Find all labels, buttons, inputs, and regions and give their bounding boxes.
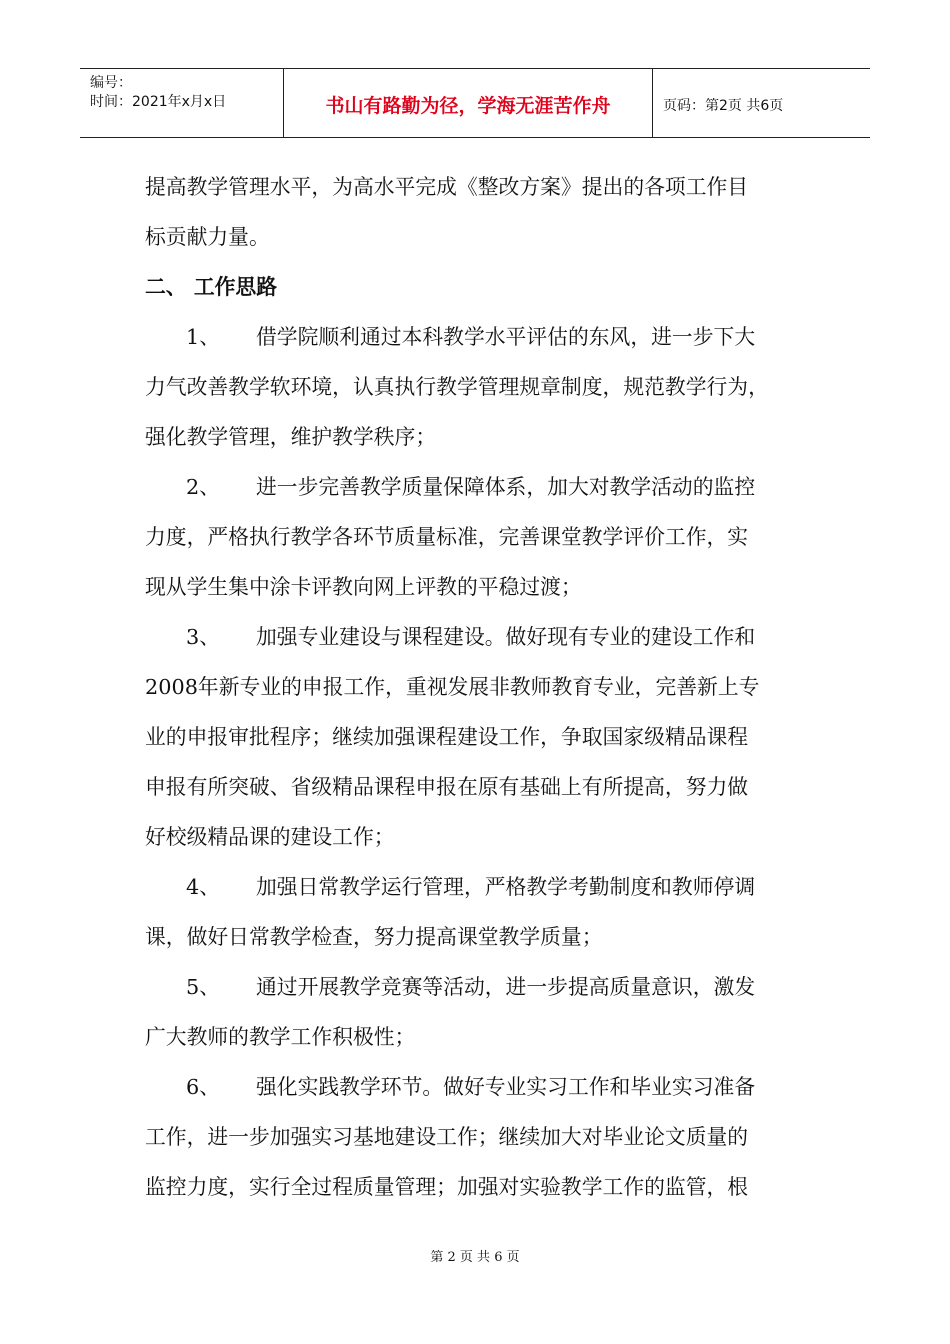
list-item-line: 广大教师的教学工作积极性； xyxy=(145,1025,416,1049)
list-item-line: 申报有所突破、省级精品课程申报在原有基础上有所提高，努力做 xyxy=(145,775,749,799)
date-label: 时间：2021年x月x日 xyxy=(90,94,227,110)
item-text: 强化实践教学环节。做好专业实习工作和毕业实习准备 xyxy=(256,1075,756,1099)
list-item-line: 强化教学管理，维护教学秩序； xyxy=(145,425,437,449)
item-text: 加强日常教学运行管理，严格教学考勤制度和教师停调 xyxy=(256,875,756,899)
header-page-cell xyxy=(653,69,870,137)
item-number: 6、 xyxy=(186,1075,221,1099)
body-line: 提高教学管理水平，为高水平完成《整改方案》提出的各项工作目 xyxy=(145,175,749,199)
section-heading: 二、 工作思路 xyxy=(145,275,278,299)
list-item-line: 业的申报审批程序；继续加强课程建设工作，争取国家级精品课程 xyxy=(145,725,749,749)
page-footer: 第 2 页 共 6 页 xyxy=(430,1250,520,1265)
list-item-first-line xyxy=(145,862,810,912)
item-number: 2、 xyxy=(186,475,221,499)
header-motto-cell xyxy=(284,69,653,137)
item-text: 加强专业建设与课程建设。做好现有专业的建设工作和 xyxy=(256,625,756,649)
list-item-line: 工作，进一步加强实习基地建设工作；继续加大对毕业论文质量的 xyxy=(145,1125,749,1149)
item-number: 3、 xyxy=(186,625,221,649)
list-item-first-line xyxy=(145,612,810,662)
item-number: 1、 xyxy=(186,325,221,349)
list-item-first-line xyxy=(145,462,810,512)
document-body xyxy=(145,162,810,1212)
document-header xyxy=(80,68,870,138)
list-item-first-line xyxy=(145,312,810,362)
item-text: 进一步完善教学质量保障体系，加大对教学活动的监控 xyxy=(256,475,756,499)
list-item-line: 监控力度，实行全过程质量管理；加强对实验教学工作的监管，根 xyxy=(145,1175,749,1199)
list-item-first-line xyxy=(145,962,810,1012)
header-meta-cell xyxy=(80,69,284,137)
list-item-line: 现从学生集中涂卡评教向网上评教的平稳过渡； xyxy=(145,575,582,599)
list-item-line: 好校级精品课的建设工作； xyxy=(145,825,395,849)
item-text: 借学院顺利通过本科教学水平评估的东风，进一步下大 xyxy=(256,325,756,349)
page-code: 页码：第2页 共6页 xyxy=(663,98,784,114)
item-text: 通过开展教学竞赛等活动，进一步提高质量意识，激发 xyxy=(256,975,756,999)
motto-text: 书山有路勤为径，学海无涯苦作舟 xyxy=(325,95,611,117)
item-number: 5、 xyxy=(186,975,221,999)
body-line: 标贡献力量。 xyxy=(145,225,270,249)
list-item-line: 课，做好日常教学检查，努力提高课堂教学质量； xyxy=(145,925,603,949)
list-item-line: 力气改善教学软环境，认真执行教学管理规章制度，规范教学行为， xyxy=(145,375,769,399)
list-item-line: 力度，严格执行教学各环节质量标准，完善课堂教学评价工作，实 xyxy=(145,525,749,549)
list-item-first-line xyxy=(145,1062,810,1112)
item-number: 4、 xyxy=(186,875,221,899)
list-item-line: 2008年新专业的申报工作，重视发展非教师教育专业，完善新上专 xyxy=(145,675,760,699)
number-label: 编号： xyxy=(90,75,132,91)
